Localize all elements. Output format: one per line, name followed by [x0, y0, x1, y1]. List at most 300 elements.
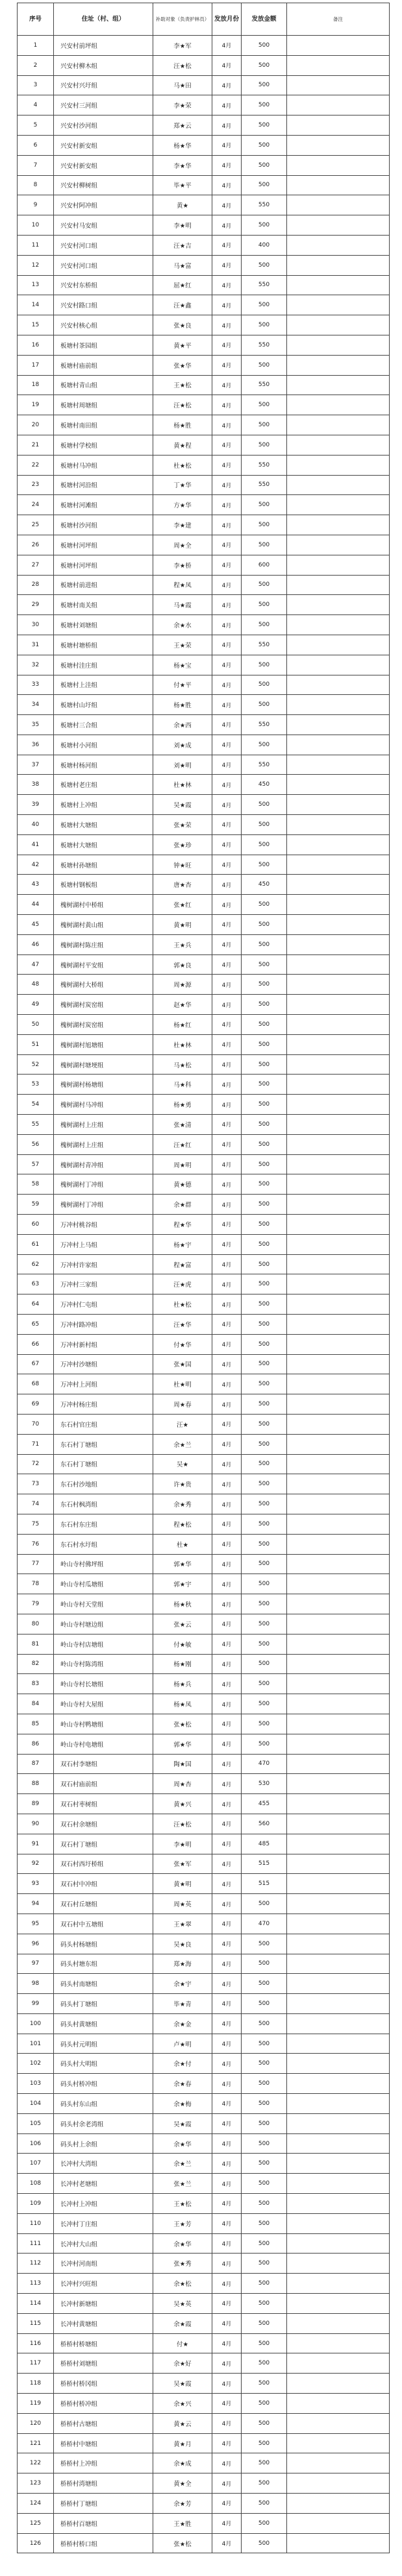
note-cell — [287, 1834, 390, 1854]
table-row — [18, 1054, 390, 1075]
month-cell: 4月 — [212, 1514, 242, 1534]
amount-cell: 450 — [242, 775, 287, 795]
amount-cell: 500 — [242, 2453, 287, 2473]
amount-cell: 500 — [242, 2333, 287, 2353]
amount-cell: 500 — [242, 1034, 287, 1054]
seq-cell: 88 — [18, 1774, 54, 1794]
table-row — [18, 1954, 390, 1974]
amount-cell: 500 — [242, 1674, 287, 1694]
recipient-cell: 汪★松 — [153, 1814, 212, 1834]
recipient-cell: 黄★云 — [153, 2413, 212, 2433]
table-row — [18, 1514, 390, 1534]
month-cell: 4月 — [212, 2413, 242, 2433]
note-cell — [287, 1075, 390, 1095]
amount-cell: 500 — [242, 1234, 287, 1254]
amount-cell: 500 — [242, 355, 287, 375]
table-row — [18, 2013, 390, 2034]
note-cell — [287, 1994, 390, 2014]
seq-cell: 34 — [18, 695, 54, 715]
table-row — [18, 215, 390, 236]
table-row — [18, 954, 390, 975]
month-cell: 4月 — [212, 355, 242, 375]
amount-cell: 400 — [242, 235, 287, 255]
table-row — [18, 415, 390, 435]
table-row — [18, 1814, 390, 1834]
seq-cell: 41 — [18, 834, 54, 855]
table-row — [18, 175, 390, 195]
recipient-cell: 程★华 — [153, 1215, 212, 1235]
recipient-cell: 张★云 — [153, 1614, 212, 1634]
amount-cell: 500 — [242, 135, 287, 155]
month-cell: 4月 — [212, 1374, 242, 1394]
recipient-cell: 杜★松 — [153, 1294, 212, 1315]
note-cell — [287, 395, 390, 415]
recipient-cell: 王★荣 — [153, 635, 212, 655]
amount-cell: 550 — [242, 455, 287, 475]
note-cell — [287, 795, 390, 815]
seq-cell: 55 — [18, 1115, 54, 1135]
table-row — [18, 275, 390, 295]
amount-cell: 500 — [242, 675, 287, 695]
table-row — [18, 655, 390, 675]
note-cell — [287, 1334, 390, 1354]
address-cell: 桥桥村丁塘组 — [54, 2494, 153, 2514]
address-cell: 码头村上余组 — [54, 2133, 153, 2154]
month-cell: 4月 — [212, 155, 242, 175]
seq-cell: 13 — [18, 275, 54, 295]
amount-cell: 500 — [242, 1714, 287, 1734]
header-amount: 发放金额 — [242, 3, 287, 36]
note-cell — [287, 555, 390, 575]
address-cell: 岭山寺村长塘组 — [54, 1674, 153, 1694]
note-cell — [287, 995, 390, 1015]
address-cell: 板塘村周塘组 — [54, 395, 153, 415]
amount-cell: 500 — [242, 1454, 287, 1474]
recipient-cell: 方★华 — [153, 495, 212, 515]
table-row — [18, 1934, 390, 1954]
recipient-cell: 刘★成 — [153, 735, 212, 755]
table-row — [18, 2374, 390, 2394]
amount-cell: 500 — [242, 295, 287, 315]
table-row — [18, 455, 390, 475]
address-cell: 东石村枫湾组 — [54, 1494, 153, 1514]
address-cell: 板塘村大塘组 — [54, 815, 153, 835]
table-row — [18, 2054, 390, 2074]
table-row — [18, 995, 390, 1015]
amount-cell: 500 — [242, 315, 287, 335]
seq-cell: 79 — [18, 1594, 54, 1614]
recipient-cell: 汪★鑫 — [153, 295, 212, 315]
table-row — [18, 1674, 390, 1694]
table-row — [18, 1454, 390, 1474]
recipient-cell: 余★春 — [153, 2074, 212, 2094]
table-row — [18, 915, 390, 935]
recipient-cell: 余★芳 — [153, 2494, 212, 2514]
recipient-cell: 汪★红 — [153, 1134, 212, 1154]
month-cell: 4月 — [212, 1774, 242, 1794]
note-cell — [287, 1854, 390, 1874]
amount-cell: 500 — [242, 395, 287, 415]
table-row — [18, 1015, 390, 1035]
month-cell: 4月 — [212, 415, 242, 435]
amount-cell: 500 — [242, 2013, 287, 2034]
address-cell: 码头村余老湾组 — [54, 2113, 153, 2133]
seq-cell: 81 — [18, 1634, 54, 1654]
recipient-cell: 杨★宝 — [153, 655, 212, 675]
note-cell — [287, 1634, 390, 1654]
table-row — [18, 2113, 390, 2133]
address-cell: 双石村李塘组 — [54, 1754, 153, 1774]
amount-cell: 500 — [242, 575, 287, 595]
amount-cell: 500 — [242, 1494, 287, 1514]
amount-cell: 500 — [242, 595, 287, 615]
recipient-cell: 王★松 — [153, 375, 212, 395]
address-cell: 码头村大明组 — [54, 2054, 153, 2074]
seq-cell: 42 — [18, 855, 54, 875]
amount-cell: 500 — [242, 1474, 287, 1494]
seq-cell: 70 — [18, 1414, 54, 1434]
note-cell — [287, 1034, 390, 1054]
address-cell: 兴安村兴圩组 — [54, 75, 153, 95]
recipient-cell: 杜★林 — [153, 775, 212, 795]
recipient-cell: 王★兵 — [153, 934, 212, 954]
note-cell — [287, 2233, 390, 2254]
recipient-cell: 马★田 — [153, 75, 212, 95]
address-cell: 板塘村山圩组 — [54, 695, 153, 715]
note-cell — [287, 1215, 390, 1235]
table-row — [18, 435, 390, 455]
table-row — [18, 255, 390, 275]
seq-cell: 112 — [18, 2254, 54, 2274]
recipient-cell: 郭★良 — [153, 954, 212, 975]
amount-cell: 500 — [242, 1574, 287, 1594]
address-cell: 槐树湖村炭窑组 — [54, 1015, 153, 1035]
recipient-cell: 杨★红 — [153, 1015, 212, 1035]
amount-cell: 500 — [242, 2494, 287, 2514]
address-cell: 东石村官庄组 — [54, 1414, 153, 1434]
recipient-cell: 黄★明 — [153, 915, 212, 935]
seq-cell: 59 — [18, 1195, 54, 1215]
seq-cell: 26 — [18, 535, 54, 555]
amount-cell: 500 — [242, 215, 287, 236]
address-cell: 岭山寺村大屋组 — [54, 1694, 153, 1714]
address-cell: 兴安村阿冲组 — [54, 195, 153, 215]
amount-cell: 500 — [242, 1694, 287, 1714]
seq-cell: 16 — [18, 335, 54, 355]
note-cell — [287, 2254, 390, 2274]
month-cell: 4月 — [212, 915, 242, 935]
month-cell: 4月 — [212, 2313, 242, 2333]
address-cell: 双石村余塘组 — [54, 1814, 153, 1834]
month-cell: 4月 — [212, 435, 242, 455]
seq-cell: 33 — [18, 675, 54, 695]
seq-cell: 115 — [18, 2313, 54, 2333]
note-cell — [287, 2494, 390, 2514]
note-cell — [287, 155, 390, 175]
seq-cell: 22 — [18, 455, 54, 475]
address-cell: 板塘村南田组 — [54, 415, 153, 435]
month-cell: 4月 — [212, 1534, 242, 1554]
note-cell — [287, 195, 390, 215]
address-cell: 万冲村三家组 — [54, 1274, 153, 1294]
amount-cell: 500 — [242, 1434, 287, 1454]
amount-cell: 500 — [242, 2513, 287, 2533]
note-cell — [287, 895, 390, 915]
address-cell: 桥桥村古塘组 — [54, 2413, 153, 2433]
month-cell: 4月 — [212, 1115, 242, 1135]
month-cell: 4月 — [212, 1134, 242, 1154]
note-cell — [287, 2353, 390, 2374]
amount-cell: 500 — [242, 735, 287, 755]
table-row — [18, 475, 390, 495]
address-cell: 万冲村桃谷组 — [54, 1215, 153, 1235]
seq-cell: 75 — [18, 1514, 54, 1534]
amount-cell: 470 — [242, 1754, 287, 1774]
table-row — [18, 755, 390, 775]
recipient-cell: 周★源 — [153, 975, 212, 995]
amount-cell: 450 — [242, 875, 287, 895]
month-cell: 4月 — [212, 1195, 242, 1215]
seq-cell: 106 — [18, 2133, 54, 2154]
address-cell: 桥桥村中塘组 — [54, 2433, 153, 2453]
amount-cell: 500 — [242, 415, 287, 435]
table-row — [18, 2513, 390, 2533]
seq-cell: 45 — [18, 915, 54, 935]
note-cell — [287, 1874, 390, 1894]
note-cell — [287, 875, 390, 895]
table-row — [18, 1334, 390, 1354]
seq-cell: 121 — [18, 2433, 54, 2453]
address-cell: 桥桥村桥口组 — [54, 2533, 153, 2553]
note-cell — [287, 655, 390, 675]
recipient-cell: 周★明 — [153, 1154, 212, 1174]
recipient-cell: 程★凤 — [153, 575, 212, 595]
month-cell: 4月 — [212, 1934, 242, 1954]
table-row — [18, 1754, 390, 1774]
address-cell: 板塘村塘桥组 — [54, 635, 153, 655]
seq-cell: 32 — [18, 655, 54, 675]
recipient-cell: 黄★程 — [153, 435, 212, 455]
seq-cell: 65 — [18, 1315, 54, 1335]
seq-cell: 100 — [18, 2013, 54, 2034]
recipient-cell: 毕★平 — [153, 175, 212, 195]
table-row — [18, 1634, 390, 1654]
seq-cell: 5 — [18, 115, 54, 136]
table-row — [18, 355, 390, 375]
seq-cell: 107 — [18, 2154, 54, 2174]
address-cell: 兴安村沙河组 — [54, 115, 153, 136]
recipient-cell: 郭★华 — [153, 1554, 212, 1574]
amount-cell: 500 — [242, 2274, 287, 2294]
seq-cell: 83 — [18, 1674, 54, 1694]
month-cell: 4月 — [212, 1954, 242, 1974]
amount-cell: 500 — [242, 1274, 287, 1294]
seq-cell: 30 — [18, 615, 54, 635]
seq-cell: 94 — [18, 1894, 54, 1914]
address-cell: 板塘村刘塘组 — [54, 615, 153, 635]
seq-cell: 47 — [18, 954, 54, 975]
month-cell: 4月 — [212, 2353, 242, 2374]
note-cell — [287, 1914, 390, 1934]
address-cell: 码头村桥冲组 — [54, 2074, 153, 2094]
note-cell — [287, 1234, 390, 1254]
table-row — [18, 1614, 390, 1634]
recipient-cell: 黄★明 — [153, 1874, 212, 1894]
note-cell — [287, 2313, 390, 2333]
table-row — [18, 315, 390, 335]
table-row — [18, 75, 390, 95]
month-cell: 4月 — [212, 115, 242, 136]
recipient-cell: 郭★华 — [153, 1734, 212, 1754]
header-row — [18, 3, 390, 36]
seq-cell: 44 — [18, 895, 54, 915]
amount-cell: 500 — [242, 995, 287, 1015]
address-cell: 槐树湖村黄山组 — [54, 915, 153, 935]
address-cell: 槐树湖村平安组 — [54, 954, 153, 975]
note-cell — [287, 2533, 390, 2553]
month-cell: 4月 — [212, 1354, 242, 1374]
note-cell — [287, 1454, 390, 1474]
note-cell — [287, 2174, 390, 2194]
month-cell: 4月 — [212, 2194, 242, 2214]
amount-cell: 500 — [242, 2074, 287, 2094]
recipient-cell: 余★水 — [153, 615, 212, 635]
seq-cell: 18 — [18, 375, 54, 395]
address-cell: 槐树湖村塘埂组 — [54, 1054, 153, 1075]
address-cell: 槐树湖村炭窑组 — [54, 995, 153, 1015]
table-row — [18, 595, 390, 615]
month-cell: 4月 — [212, 2174, 242, 2194]
table-row — [18, 815, 390, 835]
table-row — [18, 295, 390, 315]
table-row — [18, 615, 390, 635]
seq-cell: 101 — [18, 2034, 54, 2054]
table-row — [18, 1554, 390, 1574]
amount-cell: 550 — [242, 375, 287, 395]
address-cell: 双石村丘塘组 — [54, 1894, 153, 1914]
recipient-cell: 汪★ — [153, 1414, 212, 1434]
table-row — [18, 2453, 390, 2473]
recipient-cell: 郑★云 — [153, 115, 212, 136]
note-cell — [287, 2374, 390, 2394]
note-cell — [287, 1974, 390, 1994]
recipient-cell: 程★松 — [153, 1514, 212, 1534]
note-cell — [287, 255, 390, 275]
table-row — [18, 375, 390, 395]
table-row — [18, 115, 390, 136]
amount-cell: 500 — [242, 815, 287, 835]
table-row — [18, 2233, 390, 2254]
note-cell — [287, 615, 390, 635]
table-row — [18, 1494, 390, 1514]
recipient-cell: 李★桥 — [153, 555, 212, 575]
amount-cell: 500 — [242, 1514, 287, 1534]
seq-cell: 125 — [18, 2513, 54, 2533]
note-cell — [287, 1694, 390, 1714]
note-cell — [287, 1774, 390, 1794]
address-cell: 码头村元明组 — [54, 2034, 153, 2054]
address-cell: 双石村中冲组 — [54, 1874, 153, 1894]
table-row — [18, 1714, 390, 1734]
header-seq: 序号 — [18, 3, 54, 36]
table-row — [18, 2353, 390, 2374]
recipient-cell: 吴★良 — [153, 1934, 212, 1954]
recipient-cell: 卢★明 — [153, 2034, 212, 2054]
month-cell: 4月 — [212, 1075, 242, 1095]
note-cell — [287, 2413, 390, 2433]
seq-cell: 35 — [18, 715, 54, 735]
recipient-cell: 张★军 — [153, 1854, 212, 1874]
address-cell: 码头村杨塘组 — [54, 1934, 153, 1954]
address-cell: 长冲村老塘组 — [54, 2174, 153, 2194]
month-cell: 4月 — [212, 2013, 242, 2034]
recipient-cell: 余★好 — [153, 2353, 212, 2374]
table-row — [18, 2213, 390, 2233]
amount-cell: 515 — [242, 1854, 287, 1874]
address-cell: 槐树湖村马冲组 — [54, 1095, 153, 1115]
address-cell: 岭山寺村佛坪组 — [54, 1554, 153, 1574]
table-row — [18, 1854, 390, 1874]
note-cell — [287, 215, 390, 236]
table-row — [18, 2094, 390, 2114]
seq-cell: 4 — [18, 95, 54, 115]
recipient-cell: 汪★松 — [153, 395, 212, 415]
header-recipient: 补助对象（负责护林员） — [153, 3, 212, 36]
recipient-cell: 王★松 — [153, 2194, 212, 2214]
amount-cell: 500 — [242, 1374, 287, 1394]
amount-cell: 500 — [242, 1054, 287, 1075]
table-row — [18, 1914, 390, 1934]
note-cell — [287, 2013, 390, 2034]
seq-cell: 7 — [18, 155, 54, 175]
recipient-cell: 吴★英 — [153, 2294, 212, 2314]
table-row — [18, 2333, 390, 2353]
address-cell: 槐树湖村大桥组 — [54, 975, 153, 995]
table-row — [18, 195, 390, 215]
table-row — [18, 1254, 390, 1274]
month-cell: 4月 — [212, 595, 242, 615]
table-row — [18, 1414, 390, 1434]
recipient-cell: 张★松 — [153, 2533, 212, 2553]
seq-cell: 54 — [18, 1095, 54, 1115]
month-cell: 4月 — [212, 2513, 242, 2533]
address-cell: 桥桥村桥冲组 — [54, 2394, 153, 2414]
month-cell: 4月 — [212, 455, 242, 475]
address-cell: 板塘村南关组 — [54, 595, 153, 615]
amount-cell: 500 — [242, 1934, 287, 1954]
month-cell: 4月 — [212, 1794, 242, 1814]
recipient-cell: 杨★刚 — [153, 1654, 212, 1674]
month-cell: 4月 — [212, 95, 242, 115]
amount-cell: 500 — [242, 2313, 287, 2333]
table-row — [18, 1834, 390, 1854]
month-cell: 4月 — [212, 615, 242, 635]
amount-cell: 500 — [242, 655, 287, 675]
address-cell: 东石村丁塘组 — [54, 1434, 153, 1454]
recipient-cell: 杨★胜 — [153, 415, 212, 435]
note-cell — [287, 735, 390, 755]
table-row — [18, 1994, 390, 2014]
note-cell — [287, 1274, 390, 1294]
table-row — [18, 1034, 390, 1054]
table-row — [18, 1534, 390, 1554]
address-cell: 万冲村许家组 — [54, 1254, 153, 1274]
amount-cell: 500 — [242, 1254, 287, 1274]
month-cell: 4月 — [212, 475, 242, 495]
month-cell: 4月 — [212, 1215, 242, 1235]
address-cell: 岭山寺村瓜塘组 — [54, 1574, 153, 1594]
seq-cell: 69 — [18, 1394, 54, 1415]
